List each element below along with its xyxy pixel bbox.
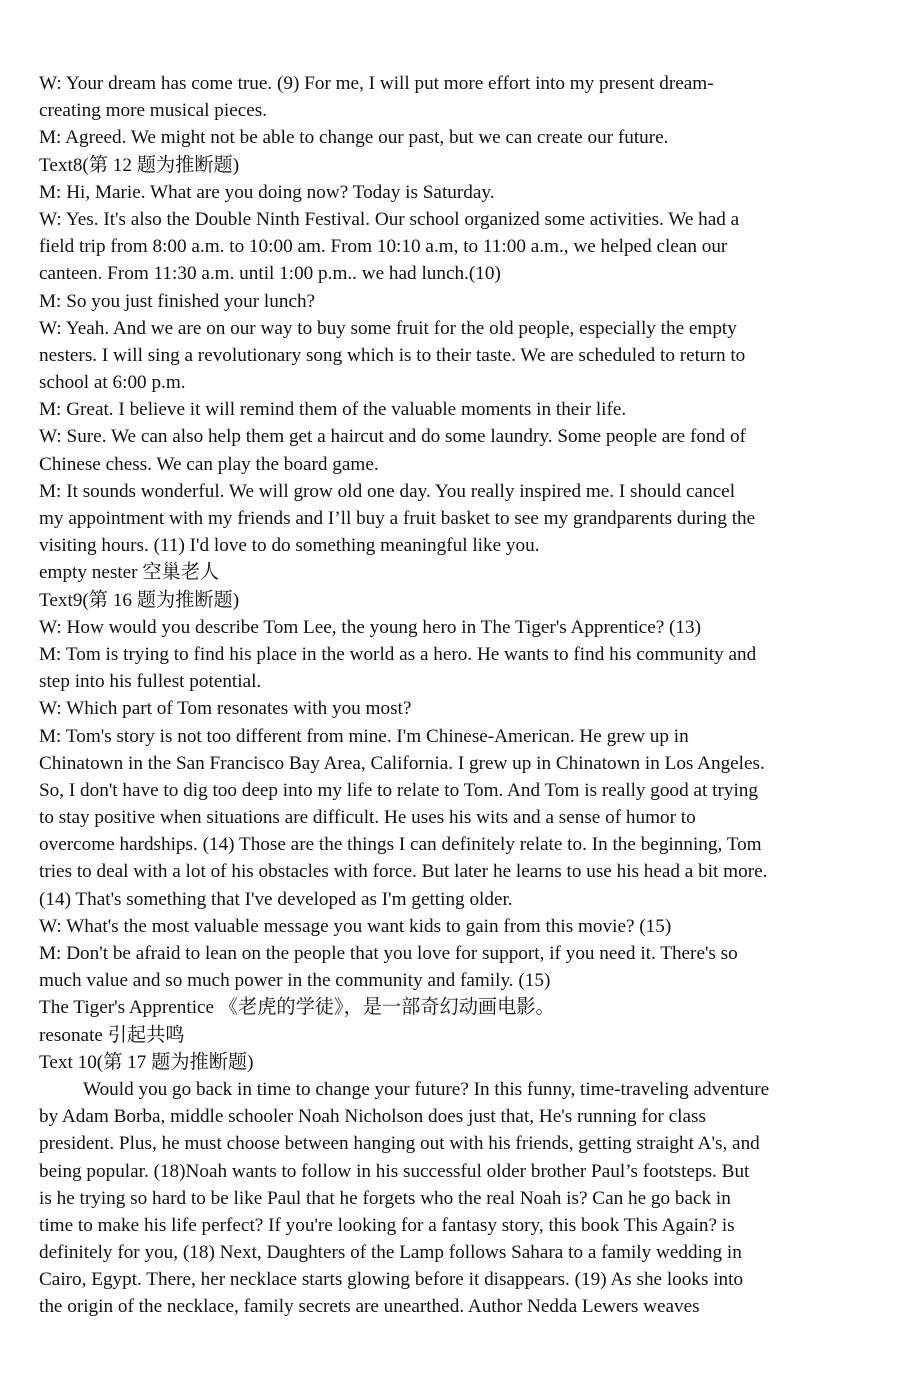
text-line: M: So you just finished your lunch? [39,290,316,312]
document-page [39,70,879,1321]
text-line: Chinese chess. We can play the board game. [39,453,379,475]
text-line: creating more musical pieces. [39,100,268,122]
text-line: definitely for you, (18) Next, Daughters of the Lamp follows Sahara to a family wedding in [39,1242,742,1264]
text-line: M: Don't be afraid to lean on the people that you love for support, if you need it. There's so [39,943,738,964]
text-line: is he trying so hard to be like Paul that he forgets who the real Noah is? Can he go back in [39,1187,731,1209]
section-heading-text8: Text8(第 12 题为推断题) [39,154,240,176]
text-line: by Adam Borba, middle schooler Noah Nicholson does just that, He's running for class [39,1106,706,1128]
text-line: W: Yeah. And we are on our way to buy some fruit for the old people, especially the empty [39,317,737,339]
section-heading-text10: Text 10(第 17 题为推断题) [39,1051,254,1073]
text-line: president. Plus, he must choose between hanging out with his friends, getting straight A's, and [39,1133,760,1155]
text-line: my appointment with my friends and I’ll buy a fruit basket to see my grandparents during the [39,508,756,529]
text-line: tries to deal with a lot of his obstacles with force. But later he learns to use his head a bit more. [39,861,768,883]
text-line: Cairo, Egypt. There, her necklace starts glowing before it disappears. (19) As she looks into [39,1269,744,1291]
text-line: W: Yes. It's also the Double Ninth Festival. Our school organized some activities. We had a [39,208,740,230]
text-line: nesters. I will sing a revolutionary song which is to their taste. We are scheduled to return to [39,344,746,366]
text-line: W: What's the most valuable message you want kids to gain from this movie? (15) [39,915,672,937]
text-line: M: Agreed. We might not be able to change our past, but we can create our future. [39,127,669,149]
text-line: M: Tom's story is not too different from mine. I'm Chinese-American. He grew up in [39,725,689,747]
text-line: step into his fullest potential. [39,671,262,693]
text-line: school at 6:00 p.m. [39,372,186,394]
text-line: much value and so much power in the community and family. (15) [39,970,551,992]
text-line: canteen. From 11:30 a.m. until 1:00 p.m.. we had lunch.(10) [39,263,501,285]
text-line: the origin of the necklace, family secrets are unearthed. Author Nedda Lewers weaves [39,1296,700,1318]
text-line: field trip from 8:00 a.m. to 10:00 am. From 10:10 a.m, to 11:00 a.m., we helped clean our [39,236,728,258]
text-line: overcome hardships. (14) Those are the things I can definitely relate to. In the beginning, Tom [39,834,762,856]
paragraph-first-line: Would you go back in time to change your future? In this funny, time-traveling adventure [83,1078,770,1100]
text-line: to stay positive when situations are difficult. He uses his wits and a sense of humor to [39,807,696,829]
text-line: W: Your dream has come true. (9) For me, I will put more effort into my present dream- [39,73,714,94]
section-heading-text9: Text9(第 16 题为推断题) [39,589,240,611]
text-line: M: Hi, Marie. What are you doing now? Today is Saturday. [39,181,495,203]
text-line: W: How would you describe Tom Lee, the young hero in The Tiger's Apprentice? (13) [39,616,701,638]
glossary-entry: resonate 引起共鸣 [39,1024,185,1046]
glossary-entry: The Tiger's Apprentice 《老虎的学徒》，是一部奇幻动画电影。 [39,997,555,1019]
text-line: W: Sure. We can also help them get a haircut and do some laundry. Some people are fond of [39,426,746,448]
text-line: So, I don't have to dig too deep into my life to relate to Tom. And Tom is really good at trying [39,779,758,801]
glossary-entry: empty nester 空巢老人 [39,562,220,584]
text-line: being popular. (18)Noah wants to follow in his successful older brother Paul’s footsteps. But [39,1160,750,1182]
text-line: visiting hours. (11) I'd love to do something meaningful like you. [39,535,540,557]
text-line: M: Great. I believe it will remind them of the valuable moments in their life. [39,399,627,421]
text-line: W: Which part of Tom resonates with you most? [39,698,412,720]
text-line: M: It sounds wonderful. We will grow old one day. You really inspired me. I should cancel [39,480,736,502]
text-line: (14) That's something that I've developed as I'm getting older. [39,888,513,910]
text-line: time to make his life perfect? If you're looking for a fantasy story, this book This Again? is [39,1214,735,1236]
text-line: M: Tom is trying to find his place in the world as a hero. He wants to find his community and [39,643,757,665]
text-line: Chinatown in the San Francisco Bay Area, California. I grew up in Chinatown in Los Angeles. [39,752,765,774]
